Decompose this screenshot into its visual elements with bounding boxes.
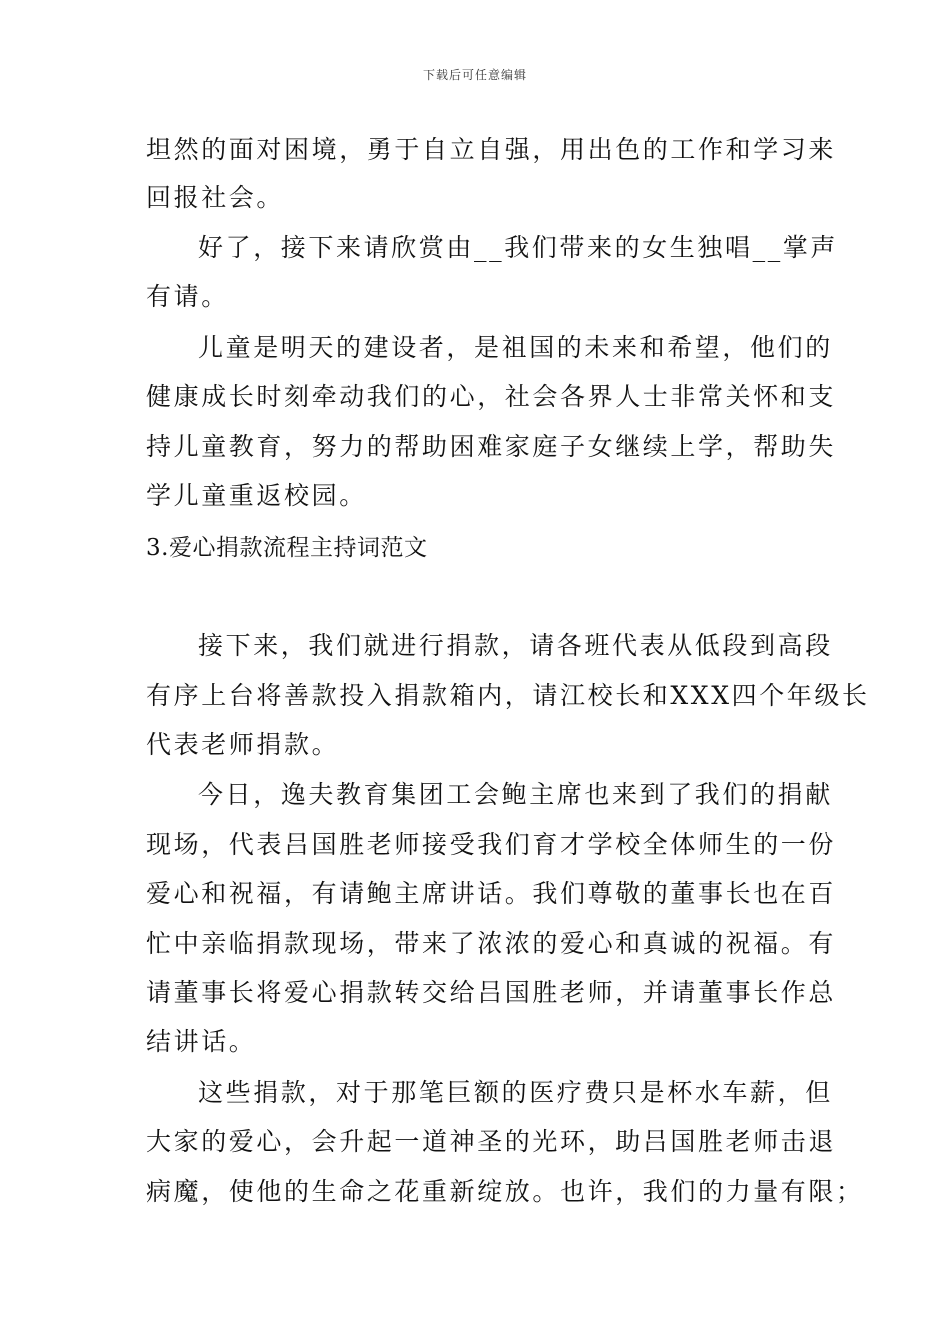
paragraph-line: 儿童是明天的建设者，是祖国的未来和希望，他们的	[198, 333, 833, 362]
paragraph-line: 回报社会。	[146, 183, 285, 212]
paragraph-line: 好了，接下来请欣赏由__我们带来的女生独唱__掌声	[198, 233, 839, 262]
paragraph-line: 接下来，我们就进行捐款，请各班代表从低段到高段	[198, 631, 833, 660]
paragraph-line: 健康成长时刻牵动我们的心，社会各界人士非常关怀和支	[146, 382, 837, 411]
paragraph-line: 坦然的面对困境，勇于自立自强，用出色的工作和学习来	[146, 135, 837, 164]
paragraph-line: 有序上台将善款投入捐款箱内，请江校长和XXX四个年级长	[146, 681, 870, 710]
paragraph-line: 有请。	[146, 282, 229, 311]
paragraph-line: 持儿童教育，努力的帮助困难家庭子女继续上学，帮助失	[146, 432, 837, 461]
header-note: 下载后可任意编辑	[422, 68, 527, 82]
paragraph-line: 忙中亲临捐款现场，带来了浓浓的爱心和真诚的祝福。有	[146, 929, 837, 958]
paragraph-line: 现场，代表吕国胜老师接受我们育才学校全体师生的一份	[146, 830, 837, 859]
paragraph-line: 请董事长将爱心捐款转交给吕国胜老师，并请董事长作总	[146, 978, 837, 1007]
paragraph-line: 今日，逸夫教育集团工会鲍主席也来到了我们的捐献	[198, 780, 833, 809]
paragraph-line: 代表老师捐款。	[146, 730, 340, 759]
section-heading: 3.爱心捐款流程主持词范文	[146, 535, 428, 561]
paragraph-line: 大家的爱心，会升起一道神圣的光环，助吕国胜老师击退	[146, 1127, 837, 1156]
paragraph-line: 这些捐款，对于那笔巨额的医疗费只是杯水车薪，但	[198, 1078, 833, 1107]
paragraph-line: 结讲话。	[146, 1027, 257, 1056]
paragraph-line: 学儿童重返校园。	[146, 481, 367, 510]
paragraph-line: 爱心和祝福，有请鲍主席讲话。我们尊敬的董事长也在百	[146, 879, 837, 908]
paragraph-line: 病魔，使他的生命之花重新绽放。也许，我们的力量有限；	[146, 1177, 864, 1206]
